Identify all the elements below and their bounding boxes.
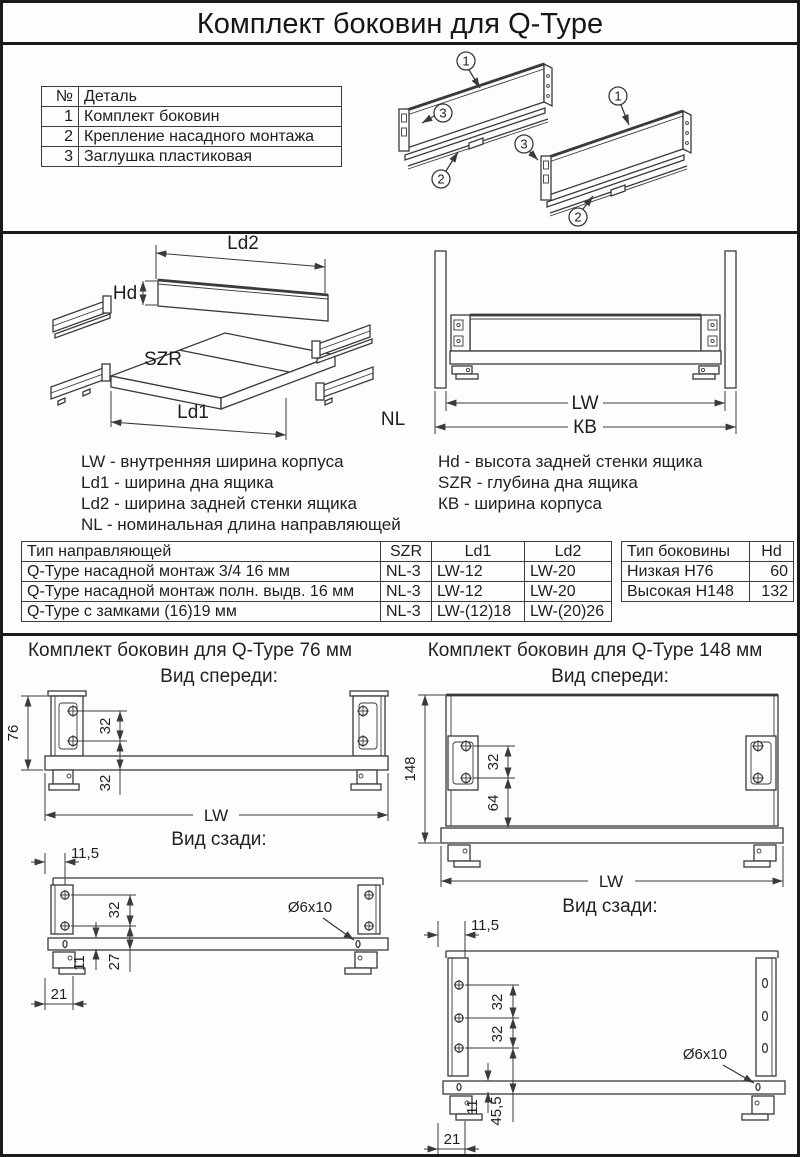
- foot-right: [351, 770, 381, 790]
- label-ld1: Ld1: [177, 402, 209, 423]
- cell: LW-12: [432, 582, 525, 602]
- back-panel: [158, 280, 328, 321]
- dim-21: [31, 976, 87, 1010]
- callout-2: 2: [574, 209, 582, 225]
- label-27: 27: [106, 953, 123, 971]
- callout-3: 3: [520, 136, 528, 152]
- legend-right: [438, 451, 702, 514]
- table-row: [42, 147, 342, 167]
- cabinet-front-diagram: [423, 239, 798, 444]
- rear-view-148-drawing: [403, 915, 800, 1157]
- cell-no: 3: [42, 147, 79, 167]
- callout-3: 3: [439, 105, 447, 121]
- dim-21: [424, 1121, 479, 1155]
- front-view-label-76: Вид спереди:: [160, 666, 278, 687]
- drawer-side-panel-right: [541, 111, 691, 216]
- label-lw: LW: [571, 393, 599, 414]
- label-32-lower: 32: [97, 774, 114, 792]
- table-row: [622, 562, 794, 582]
- cell: NL-3: [381, 602, 432, 622]
- callout-1: 1: [462, 53, 470, 69]
- exploded-diagram: [3, 235, 433, 447]
- cell: NL-3: [381, 582, 432, 602]
- table-row: [22, 602, 612, 622]
- front-view-label-148: Вид спереди:: [551, 666, 669, 687]
- cross-bar: [45, 756, 388, 770]
- dim-pitch-32-lower: [465, 1018, 519, 1048]
- cell: LW-(12)18: [432, 602, 525, 622]
- label-11-5: 11,5: [70, 845, 100, 862]
- cell-name: Крепление насадного монтажа: [79, 127, 342, 147]
- table-row: [22, 582, 612, 602]
- table-header-row: [622, 542, 794, 562]
- label-64: 64: [485, 794, 502, 812]
- label-76: 76: [5, 724, 22, 742]
- label-32b: 32: [489, 1025, 506, 1043]
- dim-height-76: [5, 696, 47, 770]
- divider-title: [3, 42, 797, 45]
- dim-hole-pitch: [79, 711, 127, 741]
- bracket-left: [51, 885, 73, 934]
- front-view-76-drawing: [3, 683, 403, 835]
- label-21: 21: [443, 1131, 461, 1148]
- dim-lw: [441, 846, 783, 891]
- legend-item: Hd - высота задней стенки ящика: [438, 452, 703, 471]
- rail-right: [350, 691, 388, 756]
- rail-left: [48, 691, 86, 756]
- table-row: [42, 87, 342, 107]
- rail-type-table: [21, 541, 612, 622]
- bracket-right: [358, 885, 380, 934]
- rail-right-upper: [312, 325, 372, 363]
- front-view-148-drawing: [403, 691, 800, 896]
- label-slot: Ø6x10: [682, 1046, 728, 1063]
- label-11-5: 11,5: [470, 917, 500, 934]
- dim-hd: [113, 281, 157, 305]
- label-32: 32: [97, 717, 114, 735]
- dim-height-148: [402, 695, 445, 843]
- cell: Q-Type с замками (16)19 мм: [22, 602, 381, 622]
- dim-slot: [288, 899, 354, 940]
- panel-top-edge: [446, 951, 778, 958]
- section-title-76: Комплект боковин для Q-Type 76 мм: [27, 640, 353, 661]
- dim-lw: [446, 391, 725, 414]
- rear-view-76-drawing: [3, 845, 403, 1033]
- isometric-drawing: [381, 48, 800, 233]
- foot-left: [49, 770, 79, 790]
- label-hd: Hd: [112, 283, 138, 304]
- header-cell: Hd: [750, 542, 794, 562]
- legend-item: Ld1 - ширина дна ящика: [81, 473, 274, 492]
- cell-no: 2: [42, 127, 79, 147]
- header-cell: Ld1: [432, 542, 525, 562]
- rail-left-upper: [53, 296, 111, 338]
- rear-view-label-148: Вид сзади:: [562, 896, 658, 917]
- cell: Q-Type насадной монтаж 3/4 16 мм: [22, 562, 381, 582]
- rail-right-lower: [316, 367, 373, 405]
- dim-pitch-32: [71, 895, 136, 926]
- divider-section2: [3, 633, 797, 636]
- cross-bar: [443, 1081, 785, 1094]
- dim-slot: [683, 1046, 754, 1083]
- cross-bar: [441, 828, 783, 843]
- rail-right: [746, 736, 776, 790]
- section-title-148: Комплект боковин для Q-Type 148 мм: [427, 640, 763, 661]
- foot-left: [448, 845, 480, 867]
- label-nl: NL: [380, 409, 406, 430]
- bracket-right: [756, 958, 776, 1076]
- legend-item: LW - внутренняя ширина корпуса: [81, 452, 344, 471]
- label-32: 32: [489, 993, 506, 1011]
- cell: LW-20: [525, 562, 612, 582]
- legend-item: Ld2 - ширина задней стенки ящика: [81, 494, 357, 513]
- legend-item: NL - номинальная длина направляющей: [81, 515, 401, 534]
- bracket-left: [448, 958, 468, 1076]
- label-148: 148: [402, 756, 419, 782]
- legend-item: SZR - глубина дна ящика: [438, 473, 638, 492]
- label-slot: Ø6x10: [287, 899, 333, 916]
- drawer-assembly: [450, 315, 721, 379]
- cell-name: Комплект боковин: [79, 107, 342, 127]
- header-cell: SZR: [381, 542, 432, 562]
- foot-right: [742, 1096, 774, 1120]
- label-szr: SZR: [144, 349, 182, 370]
- table-row: [22, 562, 612, 582]
- cell: Низкая Н76: [622, 562, 750, 582]
- label-32: 32: [106, 901, 123, 919]
- cell: LW-12: [432, 562, 525, 582]
- cell: LW-20: [525, 582, 612, 602]
- cell-no: 1: [42, 107, 79, 127]
- header-no: №: [42, 87, 79, 107]
- foot-right: [345, 952, 377, 974]
- header-name: Деталь: [79, 87, 342, 107]
- dim-offset: [31, 845, 99, 890]
- label-lw: LW: [598, 872, 624, 891]
- rear-view-label-76: Вид сзади:: [171, 829, 267, 850]
- foot-right: [744, 845, 776, 867]
- legend-item: КВ - ширина корпуса: [438, 494, 603, 513]
- label-lw: LW: [203, 806, 229, 825]
- label-11: 11: [464, 1099, 481, 1115]
- label-11: 11: [71, 955, 88, 971]
- cross-bar: [48, 938, 388, 950]
- callout-1: 1: [614, 88, 622, 104]
- cell: Q-Type насадной монтаж полн. выдв. 16 мм: [22, 582, 381, 602]
- cell: Высокая Н148: [622, 582, 750, 602]
- header-cell: Тип боковины: [622, 542, 750, 562]
- parts-table: [41, 86, 342, 167]
- side-type-table: [621, 541, 794, 602]
- cell: LW-(20)26: [525, 602, 612, 622]
- callout-2: 2: [437, 171, 445, 187]
- header-cell: Ld2: [525, 542, 612, 562]
- divider-section1: [3, 231, 797, 234]
- cell-name: Заглушка пластиковая: [79, 147, 342, 167]
- table-row: [622, 582, 794, 602]
- label-21: 21: [50, 986, 68, 1003]
- cell: 132: [750, 582, 794, 602]
- label-ld2: Ld2: [227, 233, 259, 254]
- page-title: Комплект боковин для Q-Type: [196, 8, 604, 40]
- drawer-bottom: [111, 333, 335, 409]
- cell: 60: [750, 562, 794, 582]
- label-32: 32: [485, 753, 502, 771]
- legend-left: [81, 451, 401, 535]
- dim-pitch-32-upper: [465, 985, 519, 1018]
- table-row: [42, 127, 342, 147]
- dim-offset: [424, 917, 499, 963]
- label-45-5: 45,5: [488, 1096, 505, 1126]
- header-cell: Тип направляющей: [22, 542, 381, 562]
- table-header-row: [22, 542, 612, 562]
- rail-left: [448, 736, 478, 790]
- label-kb: КВ: [573, 417, 597, 438]
- rail-left-lower: [51, 364, 110, 405]
- table-row: [42, 107, 342, 127]
- cell: NL-3: [381, 562, 432, 582]
- panel-top-edge: [53, 878, 383, 885]
